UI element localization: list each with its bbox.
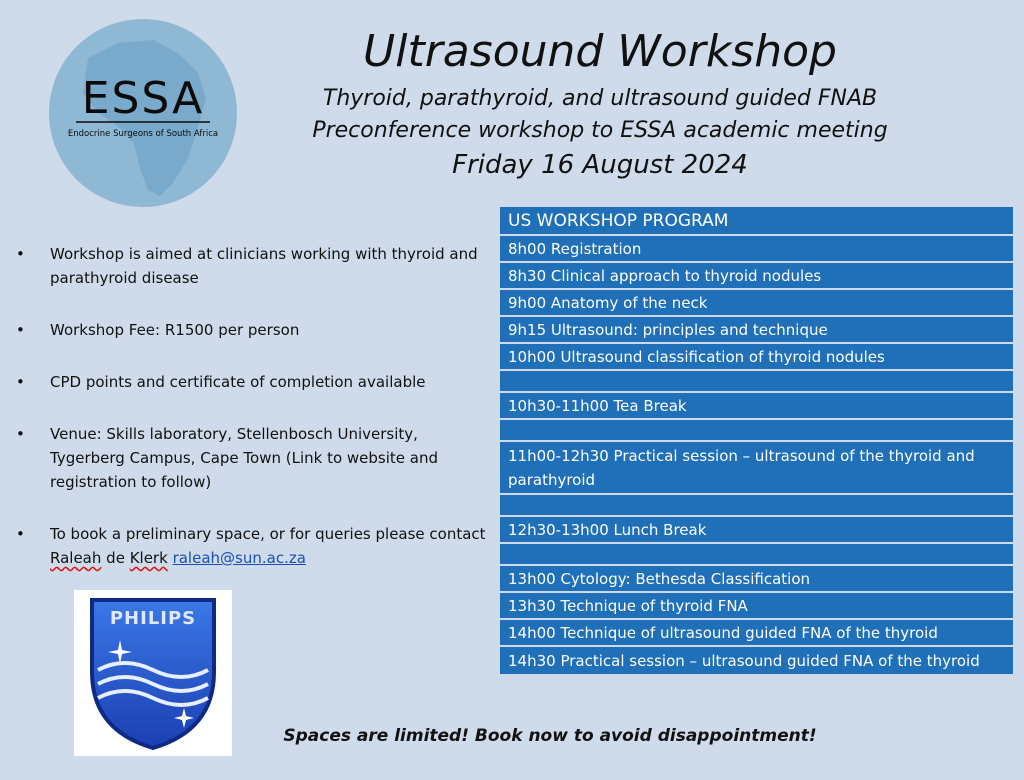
page-title: Ultrasound Workshop	[363, 26, 837, 77]
program-row: 12h30-13h00 Lunch Break	[500, 517, 1013, 542]
program-row-blank	[500, 420, 1013, 440]
bullet-cpd: • CPD points and certificate of completion available	[16, 370, 496, 394]
bullet-audience: • Workshop is aimed at clinicians working with thyroid and parathyroid disease	[16, 242, 496, 290]
philips-wordmark: PHILIPS	[109, 608, 197, 629]
subtitle-preconference: Preconference workshop to ESSA academic meeting	[312, 118, 888, 143]
program-row: 13h00 Cytology: Bethesda Classification	[500, 566, 1013, 591]
program-row: 9h15 Ultrasound: principles and technique	[500, 317, 1013, 342]
bullet-fee: • Workshop Fee: R1500 per person	[16, 318, 496, 342]
bullet-booking	[16, 522, 496, 570]
info-bullet-list	[16, 242, 496, 598]
contact-middle-name: de	[106, 549, 125, 567]
program-row: 11h00-12h30 Practical session – ultrasound of the thyroid and parathyroid	[500, 442, 1013, 493]
program-row: 10h00 Ultrasound classification of thyroid nodules	[500, 344, 1013, 369]
program-row: 9h00 Anatomy of the neck	[500, 290, 1013, 315]
program-row-blank	[500, 495, 1013, 515]
workshop-program-table	[500, 207, 1013, 676]
footer-call-to-action: Spaces are limited! Book now to avoid disappointment!	[283, 726, 817, 746]
essa-logo	[48, 18, 238, 208]
program-heading: US WORKSHOP PROGRAM	[500, 207, 1013, 234]
program-row: 10h30-11h00 Tea Break	[500, 393, 1013, 418]
program-row: 13h30 Technique of thyroid FNA	[500, 593, 1013, 618]
program-row-blank	[500, 544, 1013, 564]
essa-acronym: ESSA	[81, 73, 205, 124]
contact-first-name: Raleah	[50, 549, 102, 567]
program-row: 8h30 Clinical approach to thyroid nodules	[500, 263, 1013, 288]
contact-email-link[interactable]: raleah@sun.ac.za	[172, 549, 306, 567]
program-row: 14h30 Practical session – ultrasound guided FNA of the thyroid	[500, 647, 1013, 674]
program-row-blank	[500, 371, 1013, 391]
program-row: 14h00 Technique of ultrasound guided FNA of the thyroid	[500, 620, 1013, 645]
program-row: 8h00 Registration	[500, 236, 1013, 261]
subtitle-topics: Thyroid, parathyroid, and ultrasound guided FNAB	[322, 86, 878, 111]
booking-text: To book a preliminary space, or for queries please contact	[50, 525, 486, 543]
bullet-venue: • Venue: Skills laboratory, Stellenbosch University, Tygerberg Campus, Cape Town (Link to website and registration to follow)	[16, 422, 496, 494]
contact-last-name: Klerk	[129, 549, 168, 567]
event-date: Friday 16 August 2024	[452, 150, 748, 180]
essa-full-name: Endocrine Surgeons of South Africa	[67, 129, 219, 139]
